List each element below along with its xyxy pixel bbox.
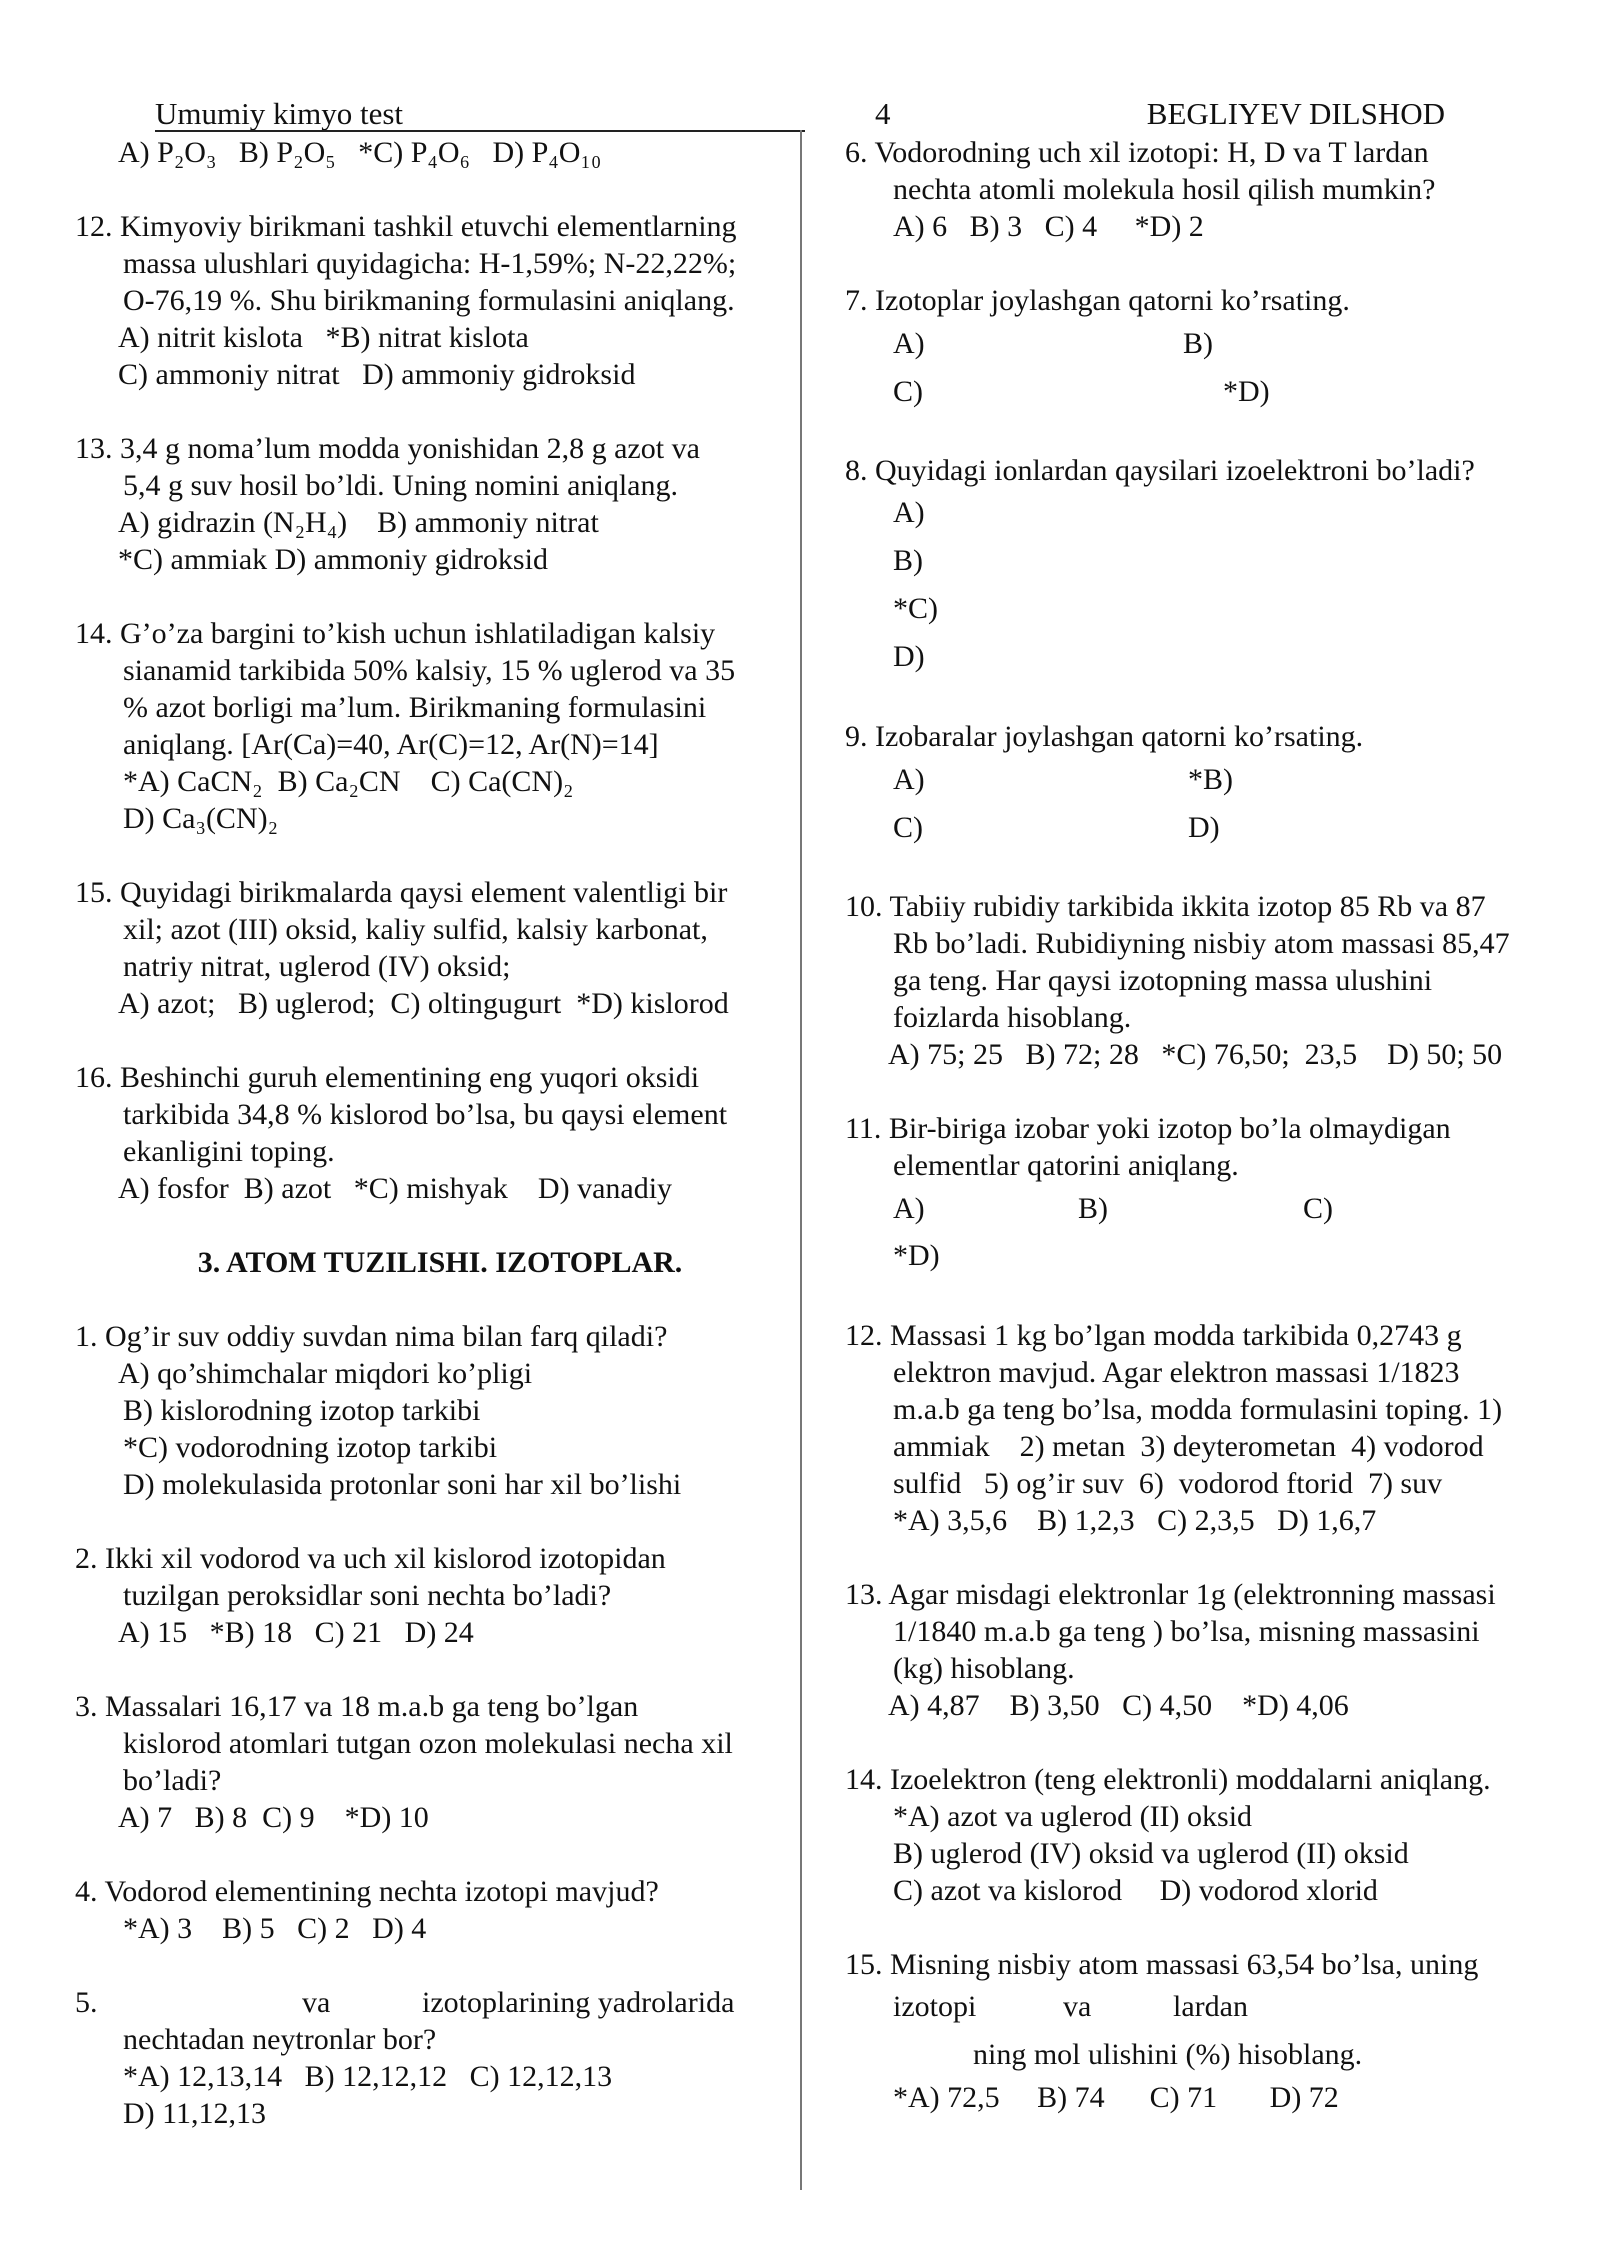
question-text: sianamid tarkibida 50% kalsiy, 15 % uglerod va 35	[123, 654, 736, 687]
question-text: Rb bo’ladi. Rubidiyning nisbiy atom massasi 85,47	[893, 927, 1510, 960]
question-text: m.a.b ga teng bo’lsa, modda formulasini toping. 1)	[893, 1393, 1503, 1426]
left-column	[75, 134, 775, 2132]
question-text: massa ulushlari quyidagicha: H-1,59%; N-22,22%;	[123, 247, 737, 280]
question-text: tarkibida 34,8 % kislorod bo’lsa, bu qaysi element	[123, 1098, 728, 1131]
question-text: kislorod atomlari tutgan ozon molekulasi necha xil	[123, 1727, 733, 1760]
atom-question-5	[75, 1984, 775, 2132]
answer-line: *A) 12,13,14 B) 12,12,12 C) 12,12,13	[123, 2060, 613, 2093]
question-text: nechtadan neytronlar bor?	[123, 2023, 437, 2056]
answer-line: B) kislorodning izotop tarkibi	[123, 1394, 481, 1427]
option-b: B)	[1078, 1191, 1108, 1225]
question-text: aniqlang. [Ar(Ca)=40, Ar(C)=12, Ar(N)=14]	[123, 728, 659, 761]
option-b: B)	[893, 544, 923, 577]
question-text: 15. Misning nisbiy atom massasi 63,54 bo’lsa, uning	[845, 1948, 1479, 1981]
answer-line: *C) ammiak D) ammoniy gidroksid	[118, 543, 548, 576]
answer-line: A) 4,87 B) 3,50 C) 4,50 *D) 4,06	[888, 1689, 1349, 1722]
question-text: ning mol ulishini (%) hisoblang.	[973, 2038, 1363, 2071]
question-text	[75, 1984, 775, 2021]
question-text	[845, 1983, 1535, 2031]
option-row	[845, 755, 1535, 803]
answer-line: C) azot va kislorod D) vodorod xlorid	[893, 1874, 1378, 1907]
question-text: xil; azot (III) oksid, kaliy sulfid, kalsiy karbonat,	[123, 913, 708, 946]
answer-line: A) gidrazin (N₂H₄) B) ammoniy nitrat	[118, 506, 599, 539]
question-text: 13. 3,4 g noma’lum modda yonishidan 2,8 g azot va	[75, 432, 700, 465]
atom-question-2	[75, 1540, 775, 1651]
question-text: 7. Izotoplar joylashgan qatorni ko’rsating.	[845, 284, 1350, 317]
option-c: C)	[893, 810, 923, 844]
question-word: lardan	[1173, 1990, 1248, 2023]
header-author: BEGLIYEV DILSHOD	[1146, 96, 1445, 131]
atom-question-1	[75, 1318, 775, 1503]
question-text: nechta atomli molekula hosil qilish mumkin?	[893, 173, 1436, 206]
option-a: A)	[893, 326, 925, 360]
page-number: 4	[875, 96, 891, 131]
question-text: 9. Izobaralar joylashgan qatorni ko’rsating.	[845, 720, 1364, 753]
question-number: 5.	[75, 1986, 98, 2019]
atom-question-4	[75, 1873, 775, 1947]
question-14	[75, 615, 775, 837]
question-text: 16. Beshinchi guruh elementining eng yuqori oksidi	[75, 1061, 700, 1094]
question-text: O-76,19 %. Shu birikmaning formulasini aniqlang.	[123, 284, 735, 317]
answer-line: *A) 3,5,6 B) 1,2,3 C) 2,3,5 D) 1,6,7	[893, 1504, 1377, 1537]
answer-line: A) 7 B) 8 C) 9 *D) 10	[118, 1801, 429, 1834]
answer-line: D) molekulasida protonlar soni har xil bo’lishi	[123, 1468, 682, 1501]
question-text: 11. Bir-biriga izobar yoki izotop bo’la olmaydigan	[845, 1112, 1451, 1145]
option-row	[845, 319, 1535, 367]
question-text: ammiak 2) metan 3) deyterometan 4) vodorod	[893, 1430, 1484, 1463]
question-text: 5,4 g suv hosil bo’ldi. Uning nomini aniqlang.	[123, 469, 678, 502]
question-text: natriy nitrat, uglerod (IV) oksid;	[123, 950, 511, 983]
question-15	[75, 874, 775, 1022]
question-text: 10. Tabiiy rubidiy tarkibida ikkita izotop 85 Rb va 87	[845, 890, 1486, 923]
question-12	[75, 208, 775, 393]
answer-line: D) 11,12,13	[123, 2097, 267, 2130]
question-13	[75, 430, 775, 578]
question-text: 2. Ikki xil vodorod va uch xil kislorod izotopidan	[75, 1542, 666, 1575]
atom-question-11	[845, 1110, 1535, 1280]
answer-line: *C) vodorodning izotop tarkibi	[123, 1431, 498, 1464]
option-d: D)	[893, 640, 925, 673]
answer-line: A) 75; 25 B) 72; 28 *C) 76,50; 23,5 D) 50; 50	[888, 1038, 1503, 1071]
option-b: *B)	[1188, 762, 1233, 796]
question-text: 15. Quyidagi birikmalarda qaysi element valentligi bir	[75, 876, 728, 909]
header-title: Umumiy kimyo test	[155, 96, 403, 131]
question-text: foizlarda hisoblang.	[893, 1001, 1132, 1034]
atom-question-14	[845, 1761, 1535, 1909]
option-c: C)	[893, 374, 923, 408]
question-text: 1. Og’ir suv oddiy suvdan nima bilan farq qiladi?	[75, 1320, 668, 1353]
question-text: 14. G’o’za bargini to’kish uchun ishlatiladigan kalsiy	[75, 617, 716, 650]
right-column	[845, 134, 1535, 2116]
question-text: elektron mavjud. Agar elektron massasi 1/1823	[893, 1356, 1460, 1389]
atom-question-10	[845, 888, 1535, 1073]
question-text: % azot borligi ma’lum. Birikmaning formulasini	[123, 691, 707, 724]
section-heading: 3. ATOM TUZILISHI. IZOTOPLAR.	[197, 1246, 683, 1279]
question-text: ekanligini toping.	[123, 1135, 335, 1168]
question-word: va	[302, 1986, 331, 2019]
question-word: izotopi	[893, 1990, 977, 2023]
question-text: 12. Massasi 1 kg bo’lgan modda tarkibida 0,2743 g	[845, 1319, 1462, 1352]
question-text: 12. Kimyoviy birikmani tashkil etuvchi elementlarning	[75, 210, 737, 243]
question-16	[75, 1059, 775, 1207]
option-a: A)	[893, 762, 925, 796]
atom-question-9	[845, 718, 1535, 851]
atom-question-8	[845, 452, 1535, 681]
atom-question-12	[845, 1317, 1535, 1539]
option-d: D)	[1188, 810, 1220, 844]
question-text: 6. Vodorodning uch xil izotopi: H, D va T lardan	[845, 136, 1429, 169]
question-word: izotoplarining yadrolarida	[422, 1986, 735, 2019]
answer-line: *A) azot va uglerod (II) oksid	[893, 1800, 1253, 1833]
question-text: 1/1840 m.a.b ga teng ) bo’lsa, misning massasini	[893, 1615, 1480, 1648]
question-text: elementlar qatorini aniqlang.	[893, 1149, 1239, 1182]
answer-line: C) ammoniy nitrat D) ammoniy gidroksid	[118, 358, 636, 391]
answer-line: A) 15 *B) 18 C) 21 D) 24	[118, 1616, 474, 1649]
question-text: 13. Agar misdagi elektronlar 1g (elektronning massasi	[845, 1578, 1496, 1611]
answer-line: A) qo’shimchalar miqdori ko’pligi	[118, 1357, 533, 1390]
page-header	[155, 96, 1445, 132]
question-text: 14. Izoelektron (teng elektronli) moddalarni aniqlang.	[845, 1763, 1491, 1796]
atom-question-7	[845, 282, 1535, 415]
answer-line: D) Ca₃(CN)₂	[123, 802, 279, 835]
atom-question-13	[845, 1576, 1535, 1724]
question-text: 8. Quyidagi ionlardan qaysilari izoelektroni bo’ladi?	[845, 454, 1475, 487]
atom-question-3	[75, 1688, 775, 1836]
option-b: B)	[1183, 326, 1213, 360]
option-row	[845, 1184, 1535, 1232]
answer-line: *A) 3 B) 5 C) 2 D) 4	[123, 1912, 427, 1945]
question-text: sulfid 5) og’ir suv 6) vodorod ftorid 7) suv	[893, 1467, 1443, 1500]
option-c: C)	[1303, 1191, 1333, 1225]
question-text: (kg) hisoblang.	[893, 1652, 1075, 1685]
answer-line: A) azot; B) uglerod; C) oltingugurt *D) kislorod	[118, 987, 729, 1020]
question-text: 3. Massalari 16,17 va 18 m.a.b ga teng bo’lgan	[75, 1690, 639, 1723]
option-a: A)	[893, 496, 925, 529]
question-text: tuzilgan peroksidlar soni nechta bo’ladi?	[123, 1579, 612, 1612]
question-text: 4. Vodorod elementining nechta izotopi mavjud?	[75, 1875, 659, 1908]
answer-line: A) nitrit kislota *B) nitrat kislota	[118, 321, 529, 354]
option-d: *D)	[893, 1239, 940, 1272]
option-d: *D)	[1223, 374, 1270, 408]
option-row	[845, 367, 1535, 415]
answer-line: B) uglerod (IV) oksid va uglerod (II) oksid	[893, 1837, 1409, 1870]
answer-line: A) fosfor B) azot *C) mishyak D) vanadiy	[118, 1172, 673, 1205]
atom-question-6	[845, 134, 1535, 245]
question-text: bo’ladi?	[123, 1764, 222, 1797]
answer-line: A) P₂O₃ B) P₂O₅ *C) P₄O₆ D) P₄O₁₀	[118, 136, 602, 169]
option-row	[845, 803, 1535, 851]
column-divider	[800, 130, 802, 2190]
answer-line: *A) 72,5 B) 74 C) 71 D) 72	[893, 2081, 1339, 2114]
answer-line: A) 6 B) 3 C) 4 *D) 2	[893, 210, 1204, 243]
answer-line: *A) CaCN₂ B) Ca₂CN C) Ca(CN)₂	[123, 765, 574, 798]
question-word: va	[1063, 1990, 1092, 2023]
question-11-answers	[75, 134, 775, 171]
option-a: A)	[893, 1191, 925, 1225]
header-rule	[155, 130, 805, 132]
question-text: ga teng. Har qaysi izotopning massa ulushini	[893, 964, 1433, 997]
option-c: *C)	[893, 592, 938, 625]
atom-question-15	[845, 1946, 1535, 2116]
